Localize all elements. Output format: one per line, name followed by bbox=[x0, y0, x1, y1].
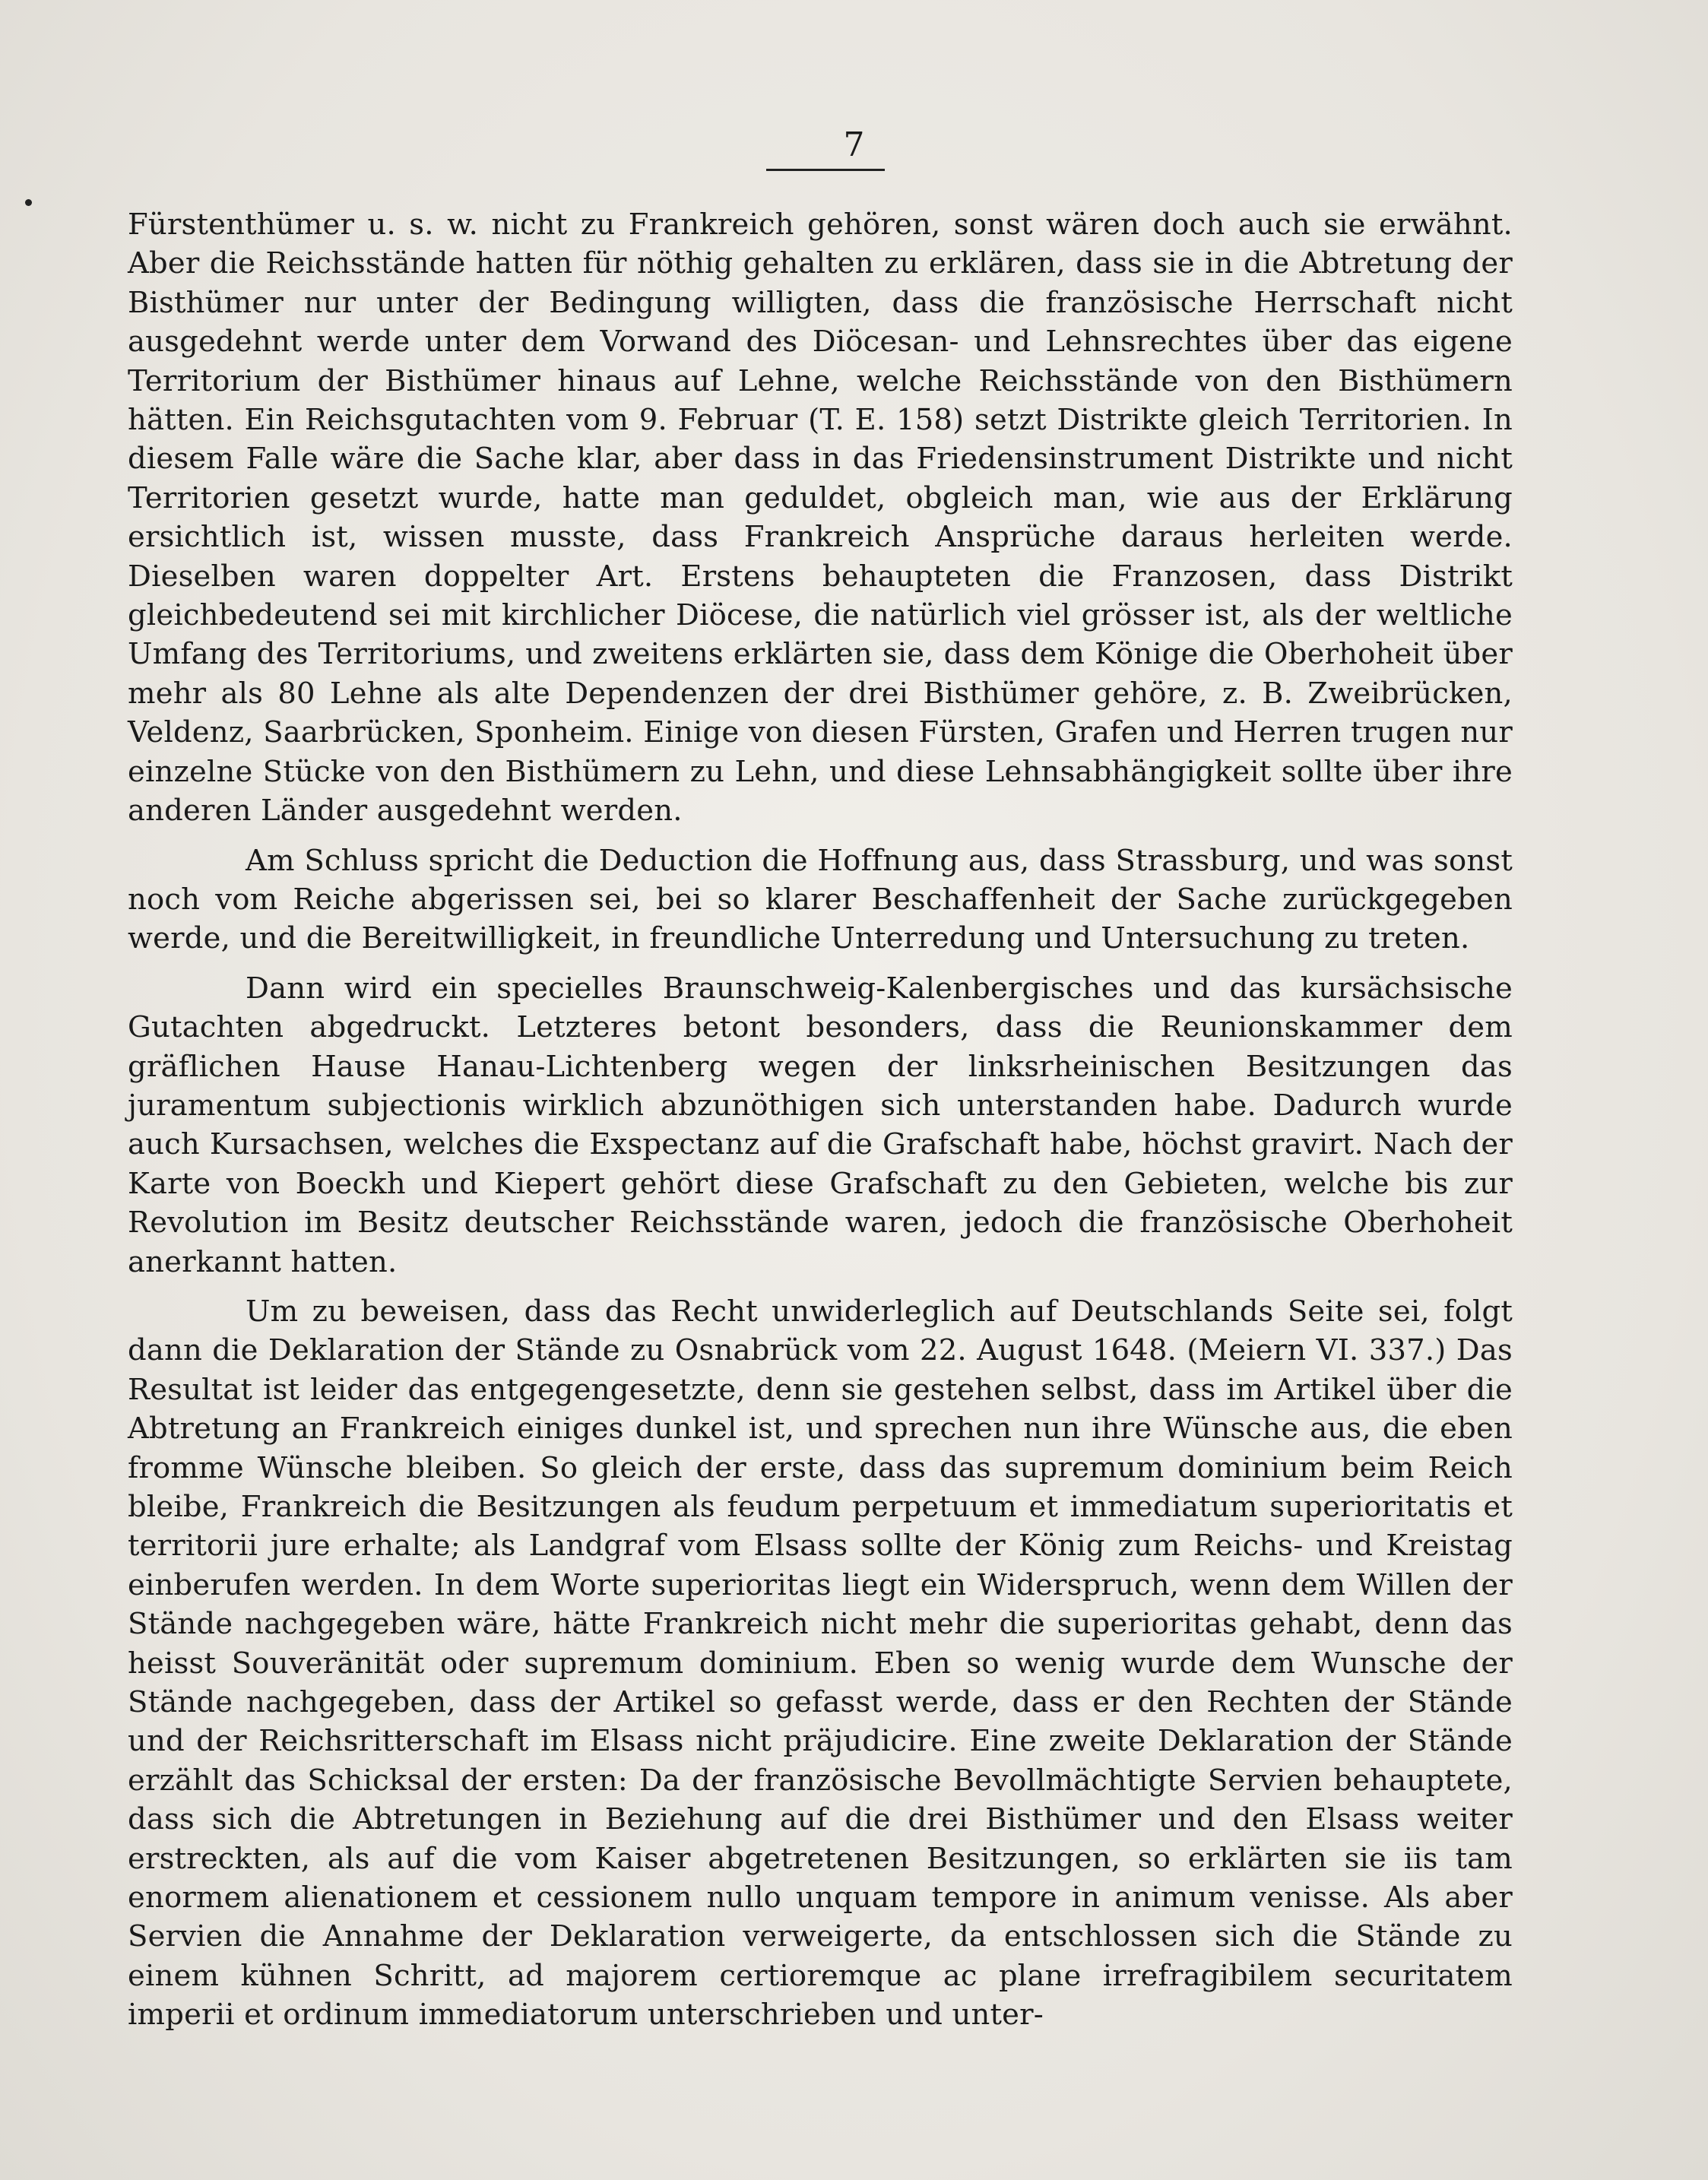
paragraph-3: Dann wird ein specielles Braunschweig-Kalenbergisches und das kursächsische Gutachten abgedruckt. Letzteres betont besonders, dass die Reunionskammer dem gräflichen Hause Hanau-Lichtenberg wegen der linksrheinischen Besitzungen das juramentum subjectionis wirklich abzunöthigen sich unterstanden habe. Dadurch wurde auch Kursachsen, welches die Exspectanz auf die Grafschaft habe, höchst gravirt. Nach der Karte von Boeckh und Kiepert gehört diese Grafschaft zu den Gebieten, welche bis zur Revolution im Besitz deutscher Reichsstände waren, jedoch die französische Oberhoheit anerkannt hatten. bbox=[128, 971, 1513, 1279]
paragraph-2: Am Schluss spricht die Deduction die Hoffnung aus, dass Strassburg, und was sonst noch vom Reiche abgerissen sei, bei so klarer Beschaffenheit der Sache zurückgegeben werde, und die Bereitwilligkeit, in freundliche Unterredung und Untersuchung zu treten. bbox=[128, 843, 1513, 956]
body-text bbox=[128, 205, 1513, 2045]
page-number: 7 bbox=[843, 125, 865, 164]
paragraph-1: Fürstenthümer u. s. w. nicht zu Frankreich gehören, sonst wären doch auch sie erwähnt. Aber die Reichsstände hatten für nöthig gehalten zu erklären, dass sie in die Abtretung der Bisthümer nur unter der Bedingung willigten, dass die französische Herrschaft nicht ausgedehnt werde unter dem Vorwand des Diöcesan- und Lehnsrechtes über das eigene Territorium der Bisthümer hinaus auf Lehne, welche Reichsstände von den Bisthümern hätten. Ein Reichsgutachten vom 9. Februar (T. E. 158) setzt Distrikte gleich Territorien. In diesem Falle wäre die Sache klar, aber dass in das Friedensinstrument Distrikte und nicht Territorien gesetzt wurde, hatte man geduldet, obgleich man, wie aus der Erklärung ersichtlich ist, wissen musste, dass Frankreich Ansprüche daraus herleiten werde. Dieselben waren doppelter Art. Erstens behaupteten die Franzosen, dass Distrikt gleichbedeutend sei mit kirchlicher Diöcese, die natürlich viel grösser ist, als der weltliche Umfang des Territoriums, und zweitens erklärten sie, dass dem Könige die Oberhoheit über mehr als 80 Lehne als alte Dependenzen der drei Bisthümer gehöre, z. B. Zweibrücken, Veldenz, Saarbrücken, Sponheim. Einige von diesen Fürsten, Grafen und Herren trugen nur einzelne Stücke von den Bisthümern zu Lehn, und diese Lehnsabhängigkeit sollte über ihre anderen Länder ausgedehnt werden. bbox=[128, 208, 1513, 829]
page-number-rule bbox=[766, 169, 885, 171]
paragraph-4: Um zu beweisen, dass das Recht unwiderleglich auf Deutschlands Seite sei, folgt dann die Deklaration der Stände zu Osnabrück vom 22. August 1648. (Meiern VI. 337.) Das Resultat ist leider das entgegengesetzte, denn sie gestehen selbst, dass im Artikel über die Abtretung an Frankreich einiges dunkel ist, und sprechen nun ihre Wünsche aus, die eben fromme Wünsche bleiben. So gleich der erste, dass das supremum dominium beim Reich bleibe, Frankreich die Besitzungen als feudum perpetuum et immediatum superioritatis et territorii jure erhalte; als Landgraf vom Elsass sollte der König zum Reichs- und Kreistag einberufen werden. In dem Worte superioritas liegt ein Widerspruch, wenn dem Willen der Stände nachgegeben wäre, hätte Frankreich nicht mehr die superioritas gehabt, denn das heisst Souveränität oder supremum dominium. Eben so wenig wurde dem Wunsche der Stände nachgegeben, dass der Artikel so gefasst werde, dass er den Rechten der Stände und der Reichsritterschaft im Elsass nicht präjudicire. Eine zweite Deklaration der Stände erzählt das Schicksal der ersten: Da der französische Bevollmächtigte Servien behauptete, dass sich die Abtretungen in Beziehung auf die drei Bisthümer und den Elsass weiter erstreckten, als auf die vom Kaiser abgetretenen Besitzungen, so erklärten sie iis tam enormem alienationem et cessionem nullo unquam tempore in animum venisse. Als aber Servien die Annahme der Deklaration verweigerte, da entschlossen sich die Stände zu einem kühnen Schritt, ad majorem certioremque ac plane irrefragibilem securitatem imperii et ordinum immediatorum unterschrieben und unter- bbox=[128, 1294, 1513, 2033]
ink-speck bbox=[25, 199, 32, 206]
